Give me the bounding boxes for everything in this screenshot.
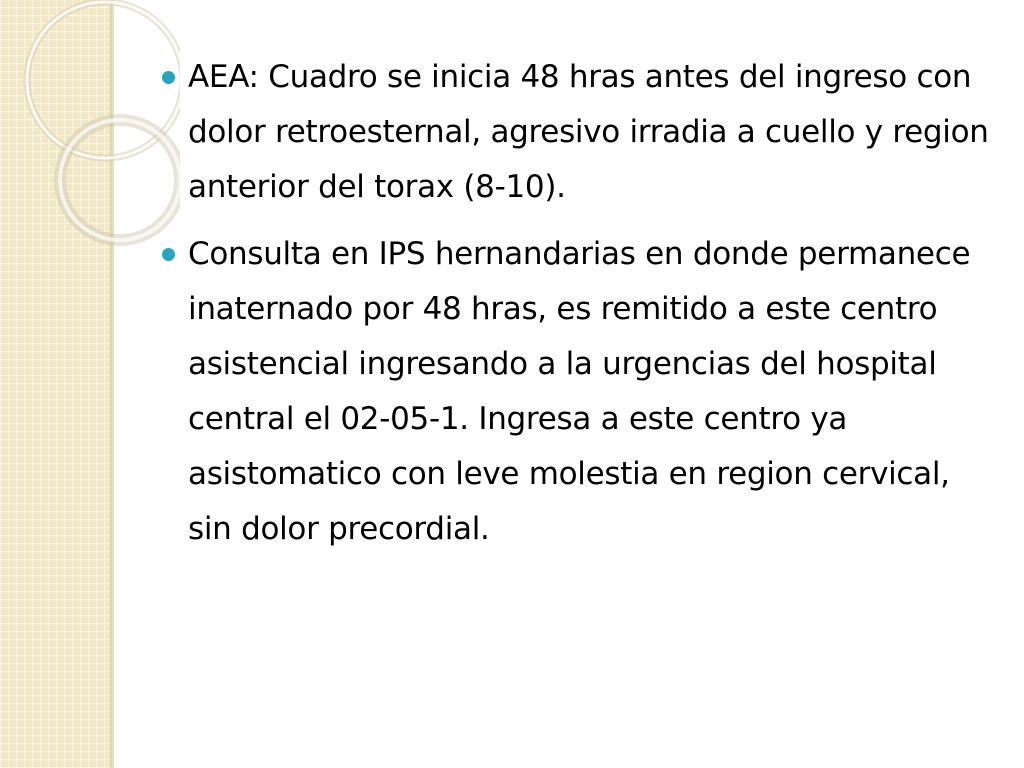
bullet-item (160, 50, 990, 215)
decorative-side-panel (0, 0, 110, 768)
bullet-dot-icon (162, 248, 175, 261)
bullet-list (160, 50, 990, 557)
panel-edge-divider (110, 0, 114, 768)
bullet-item (160, 227, 990, 557)
slide-content (160, 50, 990, 569)
bullet-text: AEA: Cuadro se inicia 48 hras antes del ingreso con dolor retroesternal, agresivo irradia a cuello y region anterior del torax (8-10). (188, 59, 989, 205)
bullet-dot-icon (162, 71, 175, 84)
bullet-text: Consulta en IPS hernandarias en donde permanece inaternado por 48 hras, es remitido a este centro asistencial ingresando a la urgencias del hospital central el 02-05-1. Ingresa a este centro ya asistomatico con leve molestia en region cervical, sin dolor precordial. (188, 236, 971, 547)
